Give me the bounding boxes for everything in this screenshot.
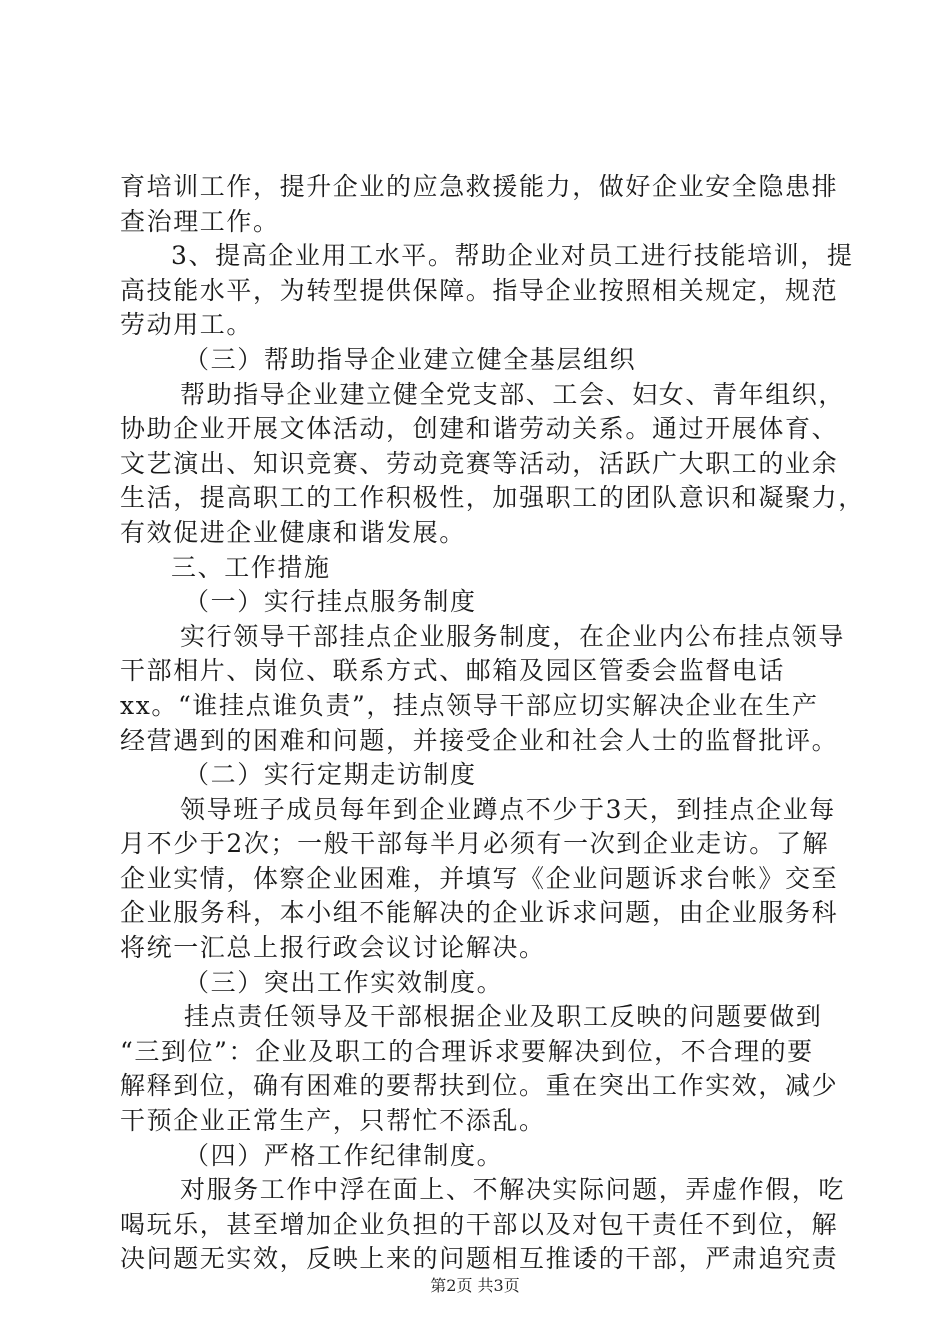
text-line: 查治理工作。: [120, 207, 280, 236]
text-line: 对服务工作中浮在面上、不解决实际问题，弄虚作假，吃: [180, 1175, 846, 1204]
text-line: xx。“谁挂点谁负责”，挂点领导干部应切实解决企业在生产: [120, 691, 819, 720]
page-number-footer: 第2页 共3页: [430, 1276, 520, 1295]
text-line: 解释到位，确有困难的要帮扶到位。重在突出工作实效，减少: [120, 1071, 839, 1100]
text-line: 帮助指导企业建立健全党支部、工会、妇女、青年组织，: [180, 380, 846, 409]
text-line: 领导班子成员每年到企业蹲点不少于3天，到挂点企业每: [180, 795, 836, 824]
section-heading: （四）严格工作纪律制度。: [184, 1141, 504, 1170]
text-line: 决问题无实效，反映上来的问题相互推诿的干部，严肃追究责: [120, 1244, 839, 1273]
text-line: “三到位”：企业及职工的合理诉求要解决到位，不合理的要: [120, 1037, 814, 1066]
text-line: 月不少于2次；一般干部每半月必须有一次到企业走访。了解: [120, 829, 830, 858]
text-line: 将统一汇总上报行政会议讨论解决。: [120, 933, 546, 962]
text-line: 企业服务科，本小组不能解决的企业诉求问题，由企业服务科: [120, 898, 839, 927]
text-line: 实行领导干部挂点企业服务制度，在企业内公布挂点领导: [180, 622, 846, 651]
section-heading: （三）突出工作实效制度。: [184, 968, 504, 997]
text-line: 干预企业正常生产，只帮忙不添乱。: [120, 1106, 546, 1135]
text-line: 文艺演出、知识竞赛、劳动竞赛等活动，活跃广大职工的业余: [120, 449, 839, 478]
section-heading: （三）帮助指导企业建立健全基层组织: [184, 345, 637, 374]
text-line: 高技能水平，为转型提供保障。指导企业按照相关规定，规范: [120, 276, 839, 305]
text-line: 有效促进企业健康和谐发展。: [120, 518, 466, 547]
text-line: 喝玩乐，甚至增加企业负担的干部以及对包干责任不到位，解: [120, 1210, 839, 1239]
text-line: 劳动用工。: [120, 310, 254, 339]
section-heading: （二）实行定期走访制度: [184, 760, 477, 789]
section-heading: （一）实行挂点服务制度: [184, 587, 477, 616]
text-line: 企业实情，体察企业困难，并填写《企业问题诉求台帐》交至: [120, 864, 839, 893]
section-heading: 三、工作措施: [171, 553, 331, 582]
text-line: 经营遇到的困难和问题，并接受企业和社会人士的监督批评。: [120, 726, 839, 755]
text-line: 干部相片、岗位、联系方式、邮箱及园区管委会监督电话: [120, 656, 786, 685]
text-line: 协助企业开展文体活动，创建和谐劳动关系。通过开展体育、: [120, 414, 839, 443]
text-line: 3、提高企业用工水平。帮助企业对员工进行技能培训，提: [171, 241, 854, 270]
text-line: 育培训工作，提升企业的应急救援能力，做好企业安全隐患排: [120, 172, 839, 201]
text-line: 挂点责任领导及干部根据企业及职工反映的问题要做到: [184, 1002, 823, 1031]
text-line: 生活，提高职工的工作积极性，加强职工的团队意识和凝聚力，: [120, 483, 865, 512]
